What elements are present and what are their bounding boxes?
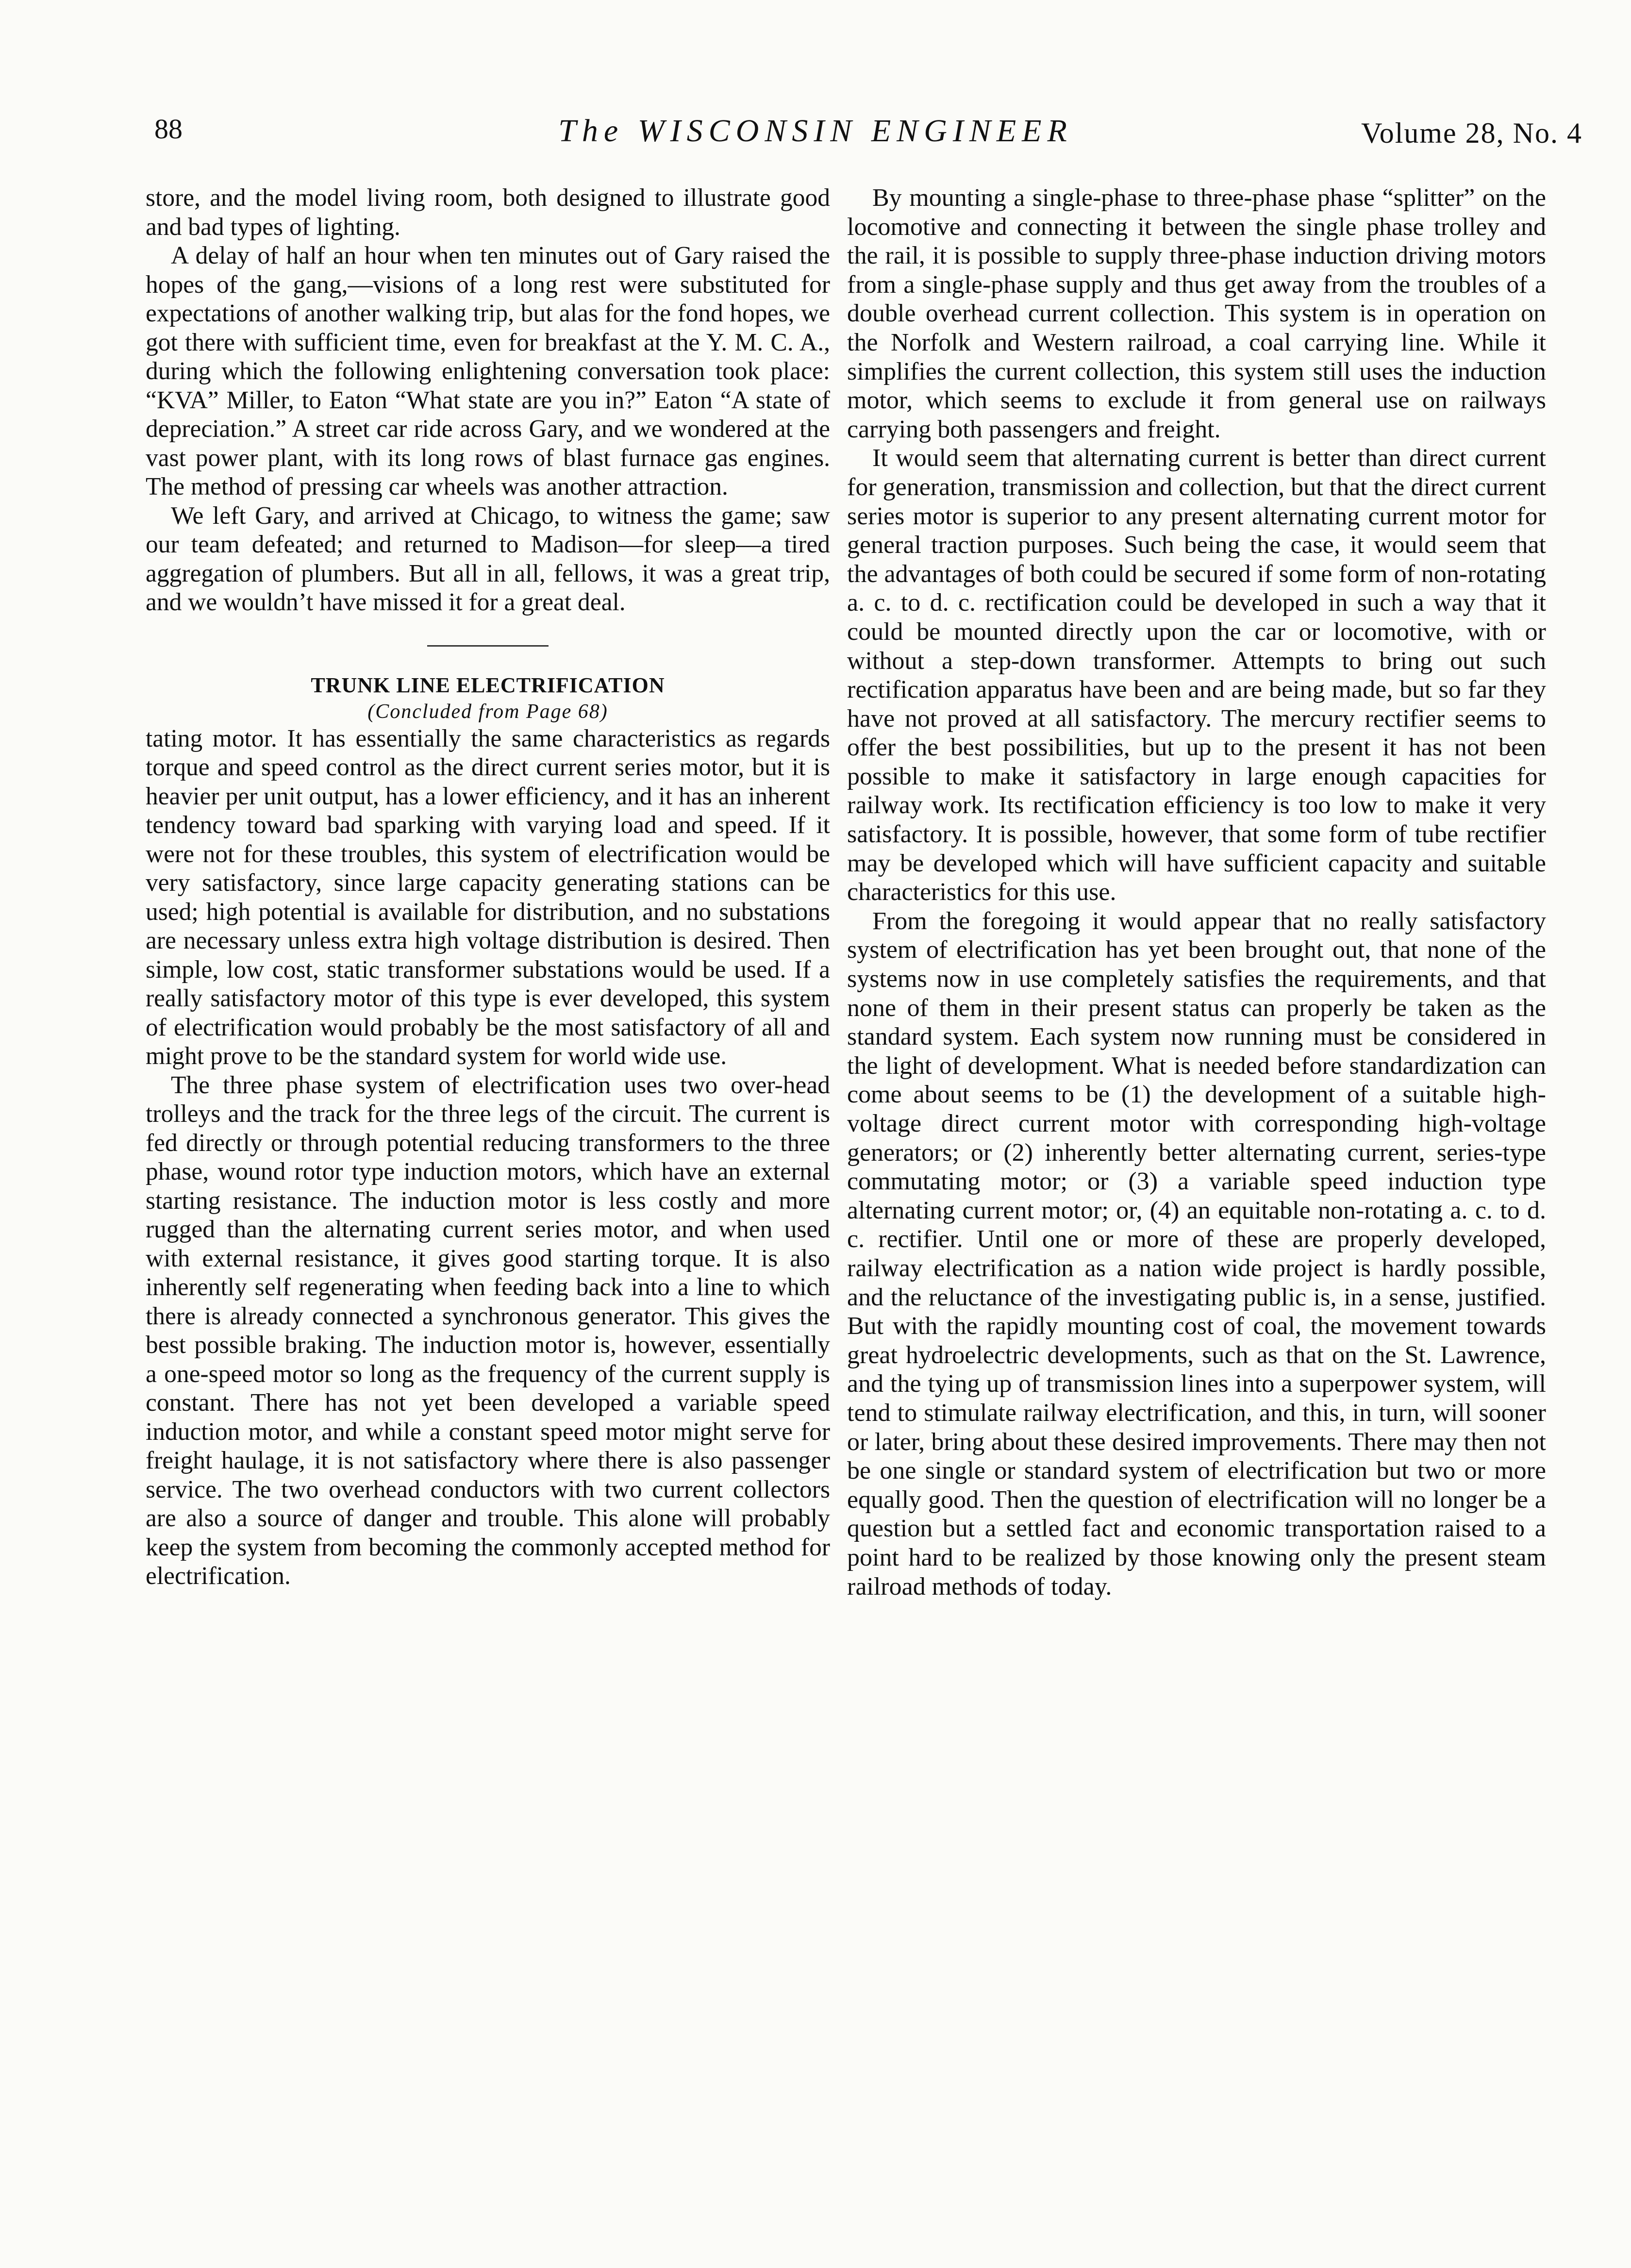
page-number: 88 <box>154 113 183 145</box>
paragraph: tating motor. It has essentially the same characteristics as regards torque and speed control as the direct current series motor, but it is heavier per unit output, has a lower efficiency, and it has an inherent tendency toward bad sparking with varying load and speed. If it were not for these troubles, this system of electrification would be very satisfactory, since large capacity generating stations can be used; high potential is available for distribution, and no substations are necessary unless extra high voltage distribution is desired. Then simple, low cost, static transformer substations would be used. If a really satisfactory motor of this type is ever developed, this system of electrification would probably be the most satisfactory of all and might prove to be the standard system for world wide use. <box>146 724 830 1070</box>
journal-title: The WISCONSIN ENGINEER <box>558 113 1073 149</box>
paragraph: store, and the model living room, both designed to illustrate good and bad types of lighting. <box>146 184 830 241</box>
paragraph: We left Gary, and arrived at Chicago, to witness the game; saw our team defeated; and returned to Madison—for sleep—a tired aggregation of plumbers. But all in all, fellows, it was a great trip, and we wouldn’t have missed it for a great deal. <box>146 501 830 616</box>
running-header <box>0 113 1631 166</box>
section-divider <box>427 645 549 647</box>
paragraph: The three phase system of electrification uses two over-head trolleys and the track for the three legs of the circuit. The current is fed directly or through potential reducing transformers to the three phase, wound rotor type induction motors, which have an external starting resistance. The induction motor is less costly and more rugged than the alternating current series motor, and when used with external resistance, it gives good starting torque. It is also inherently self regenerating when feeding back into a line to which there is already connected a synchronous generator. This gives the best possible braking. The induction motor is, however, essentially a one-speed motor so long as the frequency of the current supply is constant. There has not yet been developed a variable speed induction motor, and while a constant speed motor might serve for freight haulage, it is not satisfactory where there is also passenger service. The two overhead conductors with two current collectors are also a source of danger and trouble. This alone will probably keep the system from becoming the commonly accepted method for electrification. <box>146 1071 830 1590</box>
right-column <box>847 183 1546 1601</box>
left-column <box>146 183 830 1591</box>
paragraph: A delay of half an hour when ten minutes out of Gary raised the hopes of the gang,—visions of a long rest were substituted for expectations of another walking trip, but alas for the fond hopes, we got there with sufficient time, even for breakfast at the Y. M. C. A., during which the following enlightening conversation took place: “KVA” Miller, to Eaton “What state are you in?” Eaton “A state of depreciation.” A street car ride across Gary, and we wondered at the vast power plant, with its long rows of blast furnace gas engines. The method of pressing car wheels was another attraction. <box>146 242 830 500</box>
paragraph: By mounting a single-phase to three-phase phase “splitter” on the locomotive and connecting it between the single phase trolley and the rail, it is possible to supply three-phase induction driving motors from a single-phase supply and thus get away from the troubles of a double overhead current collection. This system is in operation on the Norfolk and Western railroad, a coal carrying line. While it simplifies the current collection, this system still uses the induction motor, which seems to exclude it from general use on railways carrying both passengers and freight. <box>847 184 1546 443</box>
article-heading: TRUNK LINE ELECTRIFICATION <box>311 673 665 697</box>
volume-issue: Volume 28, No. 4 <box>1361 117 1582 149</box>
paragraph: From the foregoing it would appear that no really satisfactory system of electrification has yet been brought out, that none of the systems now in use completely satisfies the requirements, and that none of them in their present status can properly be taken as the standard system. Each system now running must be considered in the light of development. What is needed before standardization can come about seems to be (1) the development of a suitable high-voltage direct current motor with corresponding high-voltage generators; or (2) inherently better alternating current, series-type commutating motor; or (3) a variable speed induction type alternating current motor; or, (4) an equitable non-rotating a. c. to d. c. rectifier. Until one or more of these are properly developed, railway electrification as a nation wide project is hardly possible, and the reluctance of the investigating public is, in a sense, justified. But with the rapidly mounting cost of coal, the movement towards great hydroelectric developments, such as that on the St. Lawrence, and the tying up of transmission lines into a superpower system, will tend to stimulate railway electrification, and this, in turn, will sooner or later, bring about these desired improvements. There may then not be one single or standard system of electrification but two or more equally good. Then the question of electrification will no longer be a question but a settled fact and economic transportation raised to a point hard to be realized by those knowing only the present steam railroad methods of today. <box>847 907 1546 1601</box>
paragraph: It would seem that alternating current is better than direct current for generation, transmission and collection, but that the direct current series motor is superior to any present alternating current motor for general traction purposes. Such being the case, it would seem that the advantages of both could be secured if some form of non-rotating a. c. to d. c. rectification could be developed in such a way that it could be mounted directly upon the car or locomotive, with or without a step-down transformer. Attempts to bring out such rectification apparatus have been and are being made, but so far they have not proved at all satisfactory. The mercury rectifier seems to offer the best possibilities, but up to the present it has not been possible to make it satisfactory in large enough capacities for railway work. Its rectification efficiency is too low to make it very satisfactory. It is possible, however, that some form of tube rectifier may be developed which will have sufficient capacity and suitable characteristics for this use. <box>847 444 1546 906</box>
article-subheading: (Concluded from Page 68) <box>367 700 608 723</box>
